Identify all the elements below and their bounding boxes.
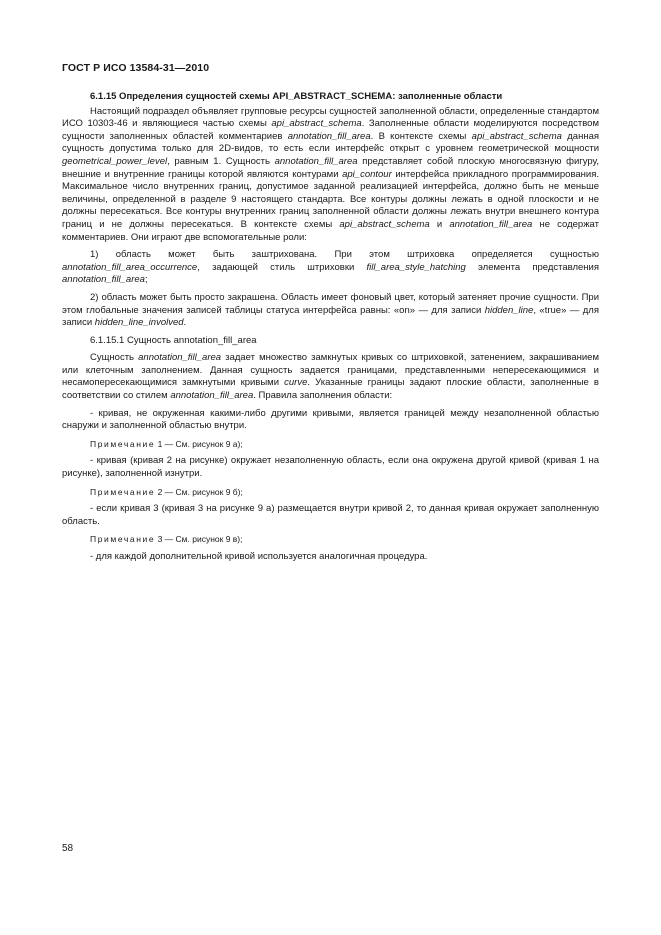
term: annotation_fill_area bbox=[449, 218, 533, 230]
term: hidden_line bbox=[484, 304, 534, 316]
term: api_contour bbox=[342, 168, 392, 180]
term: annotation_fill_area bbox=[170, 390, 254, 402]
standard-header: ГОСТ Р ИСО 13584-31—2010 bbox=[62, 62, 210, 74]
note-label: Примечание bbox=[90, 534, 156, 545]
page-number: 58 bbox=[62, 843, 74, 854]
document-body bbox=[62, 91, 599, 564]
rule-item-2: - кривая (кривая 2 на рисунке) окружает незаполненную область, если она окружена другой кривой (кривая 1 на рисунке), заполненной изнутри. bbox=[62, 455, 599, 480]
section-title: 6.1.15 Определения сущностей схемы API_ABSTRACT_SCHEMA: заполненные области bbox=[90, 91, 503, 102]
term: annotation_fill_area bbox=[138, 352, 222, 364]
term: annotation_fill_area bbox=[62, 274, 145, 286]
paragraph-role-1: 1) область может быть заштрихована. При этом штриховка определяется сущностью annotation_fill_area_occurrence, задающей стиль штриховки fill_area_style_hatching элемента представления annotation_fill_area; bbox=[62, 249, 599, 286]
term: fill_area_style_hatching bbox=[366, 261, 466, 273]
paragraph-intro: Настоящий подраздел объявляет групповые ресурсы сущностей заполненной области, определенные стандартом ИСО 10303-46 и являющиеся частью схемы api_abstract_schema. Заполненные области моделируются посредством сущности заполненных областей комментариев annotation_fill_area. В контексте схемы api_abstract_schema данная сущность допустима только для 2D-видов, то есть если интерфейс открыт с уровнем геометрической мощности geometrical_power_level, равным 1. Сущность annotation_fill_area представляет собой плоскую многосвязную фигуру, внешние и внутренние границы которой являются контурами api_contour интерфейса прикладного программирования. Максимальное число внутренних границ, допустимое заданной реализацией интерфейса, должно быть не меньше величины, определенной в разделе 9 настоящего стандарта. Все контуры должны лежать в одной плоскости и не должны пересекаться. Все контуры внутренних границ заполненной области должны лежать внутри внешнего контура границ и не должны пересекаться. В контексте схемы api_abstract_schema и annotation_fill_area не содержат комментариев. Они играют две вспомогательные роли: bbox=[62, 105, 600, 243]
subsection-title: 6.1.15.1 Сущность annotation_fill_area bbox=[90, 334, 257, 346]
note-1: Примечание 1 — См. рисунок 9 а); bbox=[90, 438, 243, 449]
term: annotation_fill_area bbox=[287, 130, 371, 142]
note-label: Примечание bbox=[90, 486, 156, 497]
term: api_abstract_schema bbox=[471, 130, 562, 142]
paragraph-role-2: 2) область может быть просто закрашена. Область имеет фоновый цвет, который затеняет прочие сущности. При этом глобальные значения записей таблицы статуса интерфейса равны: «on» — для записи hidden_line, «true» — для записи hidden_line_involved. bbox=[62, 291, 599, 329]
paragraph-entity: Сущность annotation_fill_area задает множество замкнутых кривых со штриховкой, затенением, закрашиванием или клеточным заполнением. Данная сущность задается границами, представленными непересекающимися и несамопересекающимися замкнутыми кривыми curve. Указанные границы задают плоские области, заполненные в соответствии со стилем annotation_fill_area. Правила заполнения области: bbox=[62, 352, 599, 402]
rule-item-4: - для каждой дополнительной кривой используется аналогичная процедура. bbox=[90, 551, 428, 562]
rule-item-1: - кривая, не окруженная какими-либо другими кривыми, является границей между незаполненной областью снаружи и заполненной областью внутри. bbox=[62, 407, 599, 432]
term: geometrical_power_level bbox=[62, 155, 168, 167]
note-3: Примечание 3 — См. рисунок 9 в); bbox=[90, 534, 243, 545]
note-label: Примечание bbox=[90, 438, 156, 449]
term: api_abstract_schema bbox=[339, 218, 430, 230]
term: annotation_fill_area_occurrence bbox=[62, 261, 198, 273]
term: curve bbox=[284, 377, 308, 389]
term: hidden_line_involved bbox=[94, 317, 184, 329]
note-2: Примечание 2 — См. рисунок 9 б); bbox=[90, 486, 243, 497]
term: annotation_fill_area bbox=[274, 155, 358, 167]
rule-item-3: - если кривая 3 (кривая 3 на рисунке 9 а) размещается внутри кривой 2, то данная кривая окружает заполненную область. bbox=[62, 503, 599, 527]
term: api_abstract_schema bbox=[271, 118, 362, 130]
